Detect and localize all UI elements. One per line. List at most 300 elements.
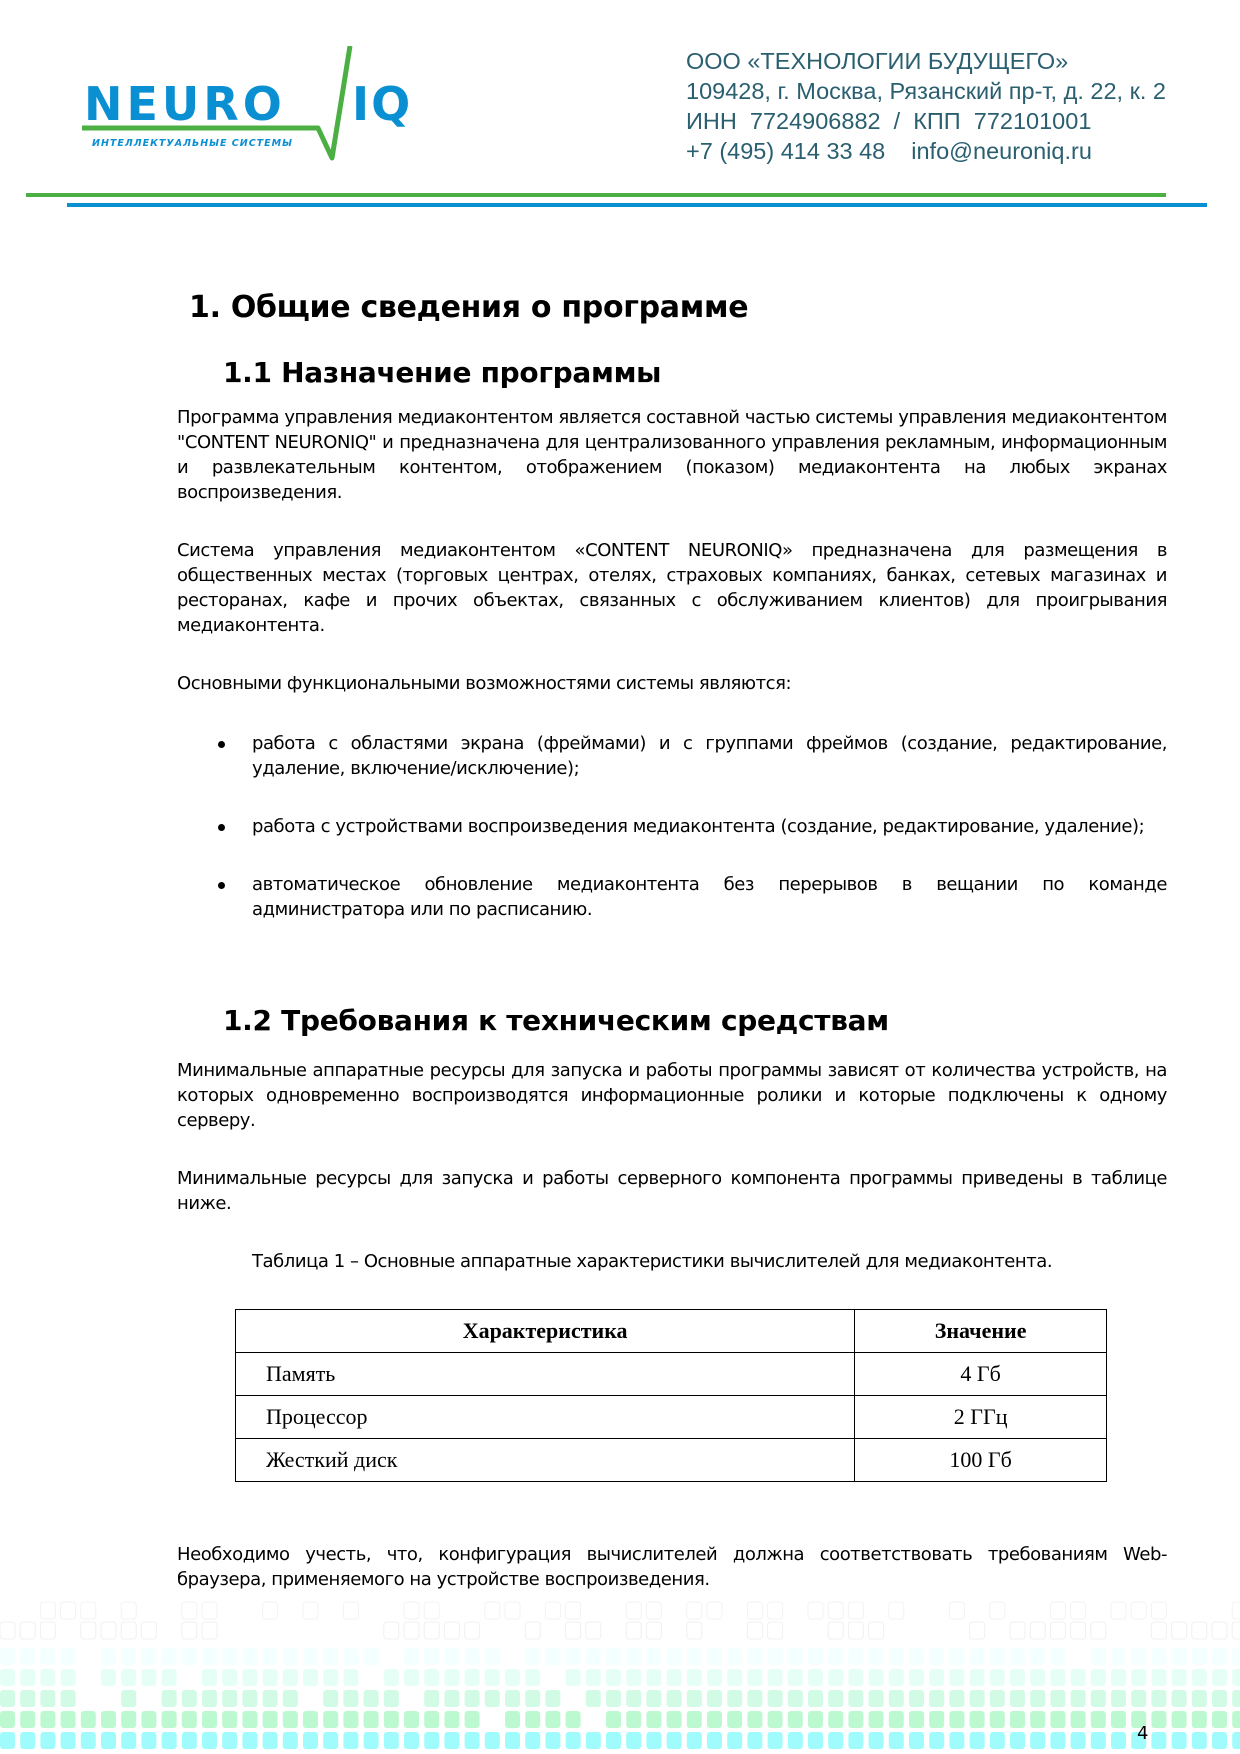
table-row xyxy=(236,1396,1107,1439)
pattern-square xyxy=(626,1732,641,1749)
pattern-square xyxy=(182,1711,197,1728)
pattern-square xyxy=(222,1669,237,1686)
pattern-square xyxy=(949,1732,964,1749)
pattern-square xyxy=(707,1648,722,1665)
pattern-square xyxy=(263,1648,278,1665)
pattern-square xyxy=(141,1711,156,1728)
hardware-spec-table xyxy=(235,1309,1107,1482)
pattern-square xyxy=(970,1711,985,1728)
pattern-square xyxy=(121,1669,136,1686)
pattern-square xyxy=(586,1732,601,1749)
pattern-square xyxy=(667,1669,682,1686)
pattern-square xyxy=(162,1669,177,1686)
pattern-square xyxy=(828,1732,843,1749)
neuroniq-logo-icon xyxy=(80,46,410,161)
pattern-square xyxy=(242,1648,257,1665)
pattern-square xyxy=(485,1602,500,1619)
pattern-square xyxy=(586,1648,601,1665)
pattern-square xyxy=(404,1711,419,1728)
pattern-square xyxy=(1151,1711,1166,1728)
pattern-square xyxy=(465,1648,480,1665)
pattern-square xyxy=(828,1711,843,1728)
pattern-square xyxy=(162,1690,177,1707)
pattern-square xyxy=(222,1690,237,1707)
pattern-square xyxy=(1050,1690,1065,1707)
pattern-square xyxy=(1071,1622,1086,1639)
pattern-square xyxy=(202,1648,217,1665)
header-divider-blue xyxy=(67,203,1207,207)
pattern-square xyxy=(889,1669,904,1686)
pattern-square xyxy=(81,1622,96,1639)
pattern-square xyxy=(20,1732,35,1749)
pattern-square xyxy=(747,1648,762,1665)
pattern-square xyxy=(1030,1732,1045,1749)
pattern-square xyxy=(263,1732,278,1749)
pattern-square xyxy=(1050,1622,1065,1639)
pattern-square xyxy=(242,1690,257,1707)
pattern-square xyxy=(101,1669,116,1686)
pattern-square xyxy=(909,1732,924,1749)
pattern-square xyxy=(828,1669,843,1686)
pattern-square xyxy=(1232,1732,1240,1749)
pattern-square xyxy=(1050,1732,1065,1749)
pattern-square xyxy=(707,1732,722,1749)
pattern-square xyxy=(848,1690,863,1707)
pattern-square xyxy=(202,1602,217,1619)
pattern-square xyxy=(525,1669,540,1686)
pattern-square xyxy=(384,1622,399,1639)
pattern-square xyxy=(808,1690,823,1707)
pattern-square xyxy=(1172,1669,1187,1686)
pattern-square xyxy=(20,1690,35,1707)
pattern-square xyxy=(444,1711,459,1728)
pattern-square xyxy=(283,1711,298,1728)
pattern-square xyxy=(687,1669,702,1686)
pattern-square xyxy=(61,1602,76,1619)
pattern-square xyxy=(646,1622,661,1639)
pattern-square xyxy=(364,1732,379,1749)
pattern-square xyxy=(40,1669,55,1686)
pattern-square xyxy=(667,1690,682,1707)
pattern-square xyxy=(1151,1648,1166,1665)
pattern-square xyxy=(0,1732,15,1749)
company-tax-ids: ИНН 7724906882 / КПП 772101001 xyxy=(686,108,1092,134)
pattern-square xyxy=(424,1690,439,1707)
pattern-square xyxy=(505,1690,520,1707)
section-1-title: 1. Общие сведения о программе xyxy=(189,290,749,325)
company-info xyxy=(686,46,1166,166)
pattern-square xyxy=(727,1732,742,1749)
pattern-square xyxy=(1232,1690,1240,1707)
pattern-square xyxy=(626,1622,641,1639)
pattern-square xyxy=(646,1669,661,1686)
pattern-square xyxy=(1131,1602,1146,1619)
pattern-square xyxy=(1111,1602,1126,1619)
pattern-square xyxy=(182,1732,197,1749)
pattern-square xyxy=(687,1648,702,1665)
pattern-square xyxy=(1010,1711,1025,1728)
pattern-square xyxy=(545,1711,560,1728)
pattern-square xyxy=(869,1669,884,1686)
pattern-square xyxy=(40,1622,55,1639)
pattern-square xyxy=(949,1711,964,1728)
pattern-square xyxy=(828,1648,843,1665)
pattern-square xyxy=(606,1648,621,1665)
pattern-square xyxy=(687,1602,702,1619)
pattern-square xyxy=(384,1669,399,1686)
pattern-square xyxy=(343,1669,358,1686)
pattern-square xyxy=(1212,1648,1227,1665)
pattern-square xyxy=(768,1669,783,1686)
pattern-square xyxy=(424,1732,439,1749)
pattern-square xyxy=(485,1732,500,1749)
pattern-square xyxy=(545,1732,560,1749)
pattern-square xyxy=(1050,1648,1065,1665)
pattern-square xyxy=(283,1648,298,1665)
pattern-square xyxy=(566,1669,581,1686)
pattern-square xyxy=(768,1732,783,1749)
cell-characteristic: Жесткий диск xyxy=(236,1439,855,1482)
pattern-square xyxy=(40,1711,55,1728)
pattern-square xyxy=(828,1602,843,1619)
pattern-square xyxy=(1091,1732,1106,1749)
section-1-1-title: 1.1 Назначение программы xyxy=(223,356,662,389)
pattern-square xyxy=(263,1669,278,1686)
pattern-square xyxy=(141,1648,156,1665)
pattern-square xyxy=(646,1732,661,1749)
pattern-square xyxy=(283,1690,298,1707)
pattern-square xyxy=(1111,1648,1126,1665)
pattern-square xyxy=(81,1711,96,1728)
pattern-square xyxy=(626,1602,641,1619)
pattern-square xyxy=(848,1622,863,1639)
page-number: 4 xyxy=(1137,1723,1149,1744)
pattern-square xyxy=(990,1711,1005,1728)
pattern-square xyxy=(242,1732,257,1749)
pattern-square xyxy=(788,1669,803,1686)
pattern-square xyxy=(808,1732,823,1749)
pattern-square xyxy=(929,1690,944,1707)
pattern-square xyxy=(465,1622,480,1639)
pattern-square xyxy=(566,1648,581,1665)
pattern-square xyxy=(949,1669,964,1686)
pattern-square xyxy=(404,1732,419,1749)
pattern-square xyxy=(61,1711,76,1728)
pattern-square xyxy=(404,1648,419,1665)
pattern-square xyxy=(1111,1711,1126,1728)
pattern-square xyxy=(869,1711,884,1728)
pattern-square xyxy=(121,1602,136,1619)
pattern-square xyxy=(485,1669,500,1686)
pattern-square xyxy=(81,1602,96,1619)
pattern-square xyxy=(808,1711,823,1728)
pattern-square xyxy=(505,1711,520,1728)
pattern-square xyxy=(1010,1732,1025,1749)
bullet-icon xyxy=(218,824,225,831)
pattern-square xyxy=(525,1622,540,1639)
pattern-square xyxy=(121,1711,136,1728)
company-logo xyxy=(80,46,410,161)
pattern-square xyxy=(1192,1648,1207,1665)
pattern-square xyxy=(566,1602,581,1619)
pattern-square xyxy=(202,1622,217,1639)
pattern-square xyxy=(444,1622,459,1639)
cell-value: 4 Гб xyxy=(855,1353,1107,1396)
pattern-square xyxy=(1131,1690,1146,1707)
bullet-icon xyxy=(218,741,225,748)
pattern-square xyxy=(202,1732,217,1749)
pattern-square xyxy=(606,1732,621,1749)
pattern-square xyxy=(646,1602,661,1619)
company-address: 109428, г. Москва, Рязанский пр-т, д. 22, к. 2 xyxy=(686,78,1166,104)
pattern-square xyxy=(424,1711,439,1728)
pattern-square xyxy=(889,1648,904,1665)
pattern-square xyxy=(525,1711,540,1728)
pattern-square xyxy=(828,1622,843,1639)
pattern-square xyxy=(323,1732,338,1749)
pattern-square xyxy=(505,1732,520,1749)
pattern-square xyxy=(1010,1669,1025,1686)
pattern-square xyxy=(1172,1690,1187,1707)
pattern-square xyxy=(242,1711,257,1728)
pattern-square xyxy=(909,1648,924,1665)
list-item-text: автоматическое обновление медиаконтента без перерывов в вещании по команде администратора или по расписанию. xyxy=(252,874,1167,920)
cell-characteristic: Процессор xyxy=(236,1396,855,1439)
pattern-square xyxy=(182,1690,197,1707)
pattern-square xyxy=(202,1690,217,1707)
pattern-square xyxy=(1232,1648,1240,1665)
pattern-square xyxy=(970,1732,985,1749)
pattern-square xyxy=(808,1602,823,1619)
pattern-square xyxy=(646,1711,661,1728)
pattern-square xyxy=(1212,1669,1227,1686)
pattern-square xyxy=(101,1648,116,1665)
pattern-square xyxy=(1172,1711,1187,1728)
pattern-square xyxy=(1192,1711,1207,1728)
pattern-square xyxy=(182,1602,197,1619)
paragraph-system-placement: Система управления медиаконтентом «CONTENT NEURONIQ» предназначена для размещения в общественных местах (торговых центрах, отелях, страховых компаниях, банках, сетевых магазинах и ресторанах, кафе и прочих объектах, связанных с обслуживанием клиентов) для проигрывания медиаконтента. xyxy=(177,540,1167,636)
pattern-square xyxy=(1232,1669,1240,1686)
pattern-square xyxy=(828,1690,843,1707)
pattern-square xyxy=(182,1622,197,1639)
pattern-square xyxy=(1151,1732,1166,1749)
pattern-square xyxy=(707,1711,722,1728)
pattern-square xyxy=(101,1622,116,1639)
pattern-square xyxy=(424,1622,439,1639)
pattern-square xyxy=(566,1622,581,1639)
pattern-square xyxy=(303,1669,318,1686)
pattern-square xyxy=(424,1648,439,1665)
pattern-square xyxy=(626,1648,641,1665)
pattern-square xyxy=(949,1648,964,1665)
pattern-square xyxy=(788,1711,803,1728)
table-row xyxy=(236,1439,1107,1482)
pattern-square xyxy=(1111,1732,1126,1749)
pattern-square xyxy=(343,1732,358,1749)
pattern-square xyxy=(1030,1711,1045,1728)
pattern-square xyxy=(1151,1669,1166,1686)
pattern-square xyxy=(20,1648,35,1665)
pattern-square xyxy=(1050,1669,1065,1686)
pattern-square xyxy=(929,1711,944,1728)
pattern-square xyxy=(465,1690,480,1707)
pattern-square xyxy=(869,1732,884,1749)
company-email[interactable]: info@neuroniq.ru xyxy=(911,138,1092,164)
pattern-square xyxy=(40,1690,55,1707)
pattern-square xyxy=(1030,1669,1045,1686)
pattern-square xyxy=(0,1622,15,1639)
pattern-square xyxy=(101,1711,116,1728)
pattern-square xyxy=(444,1732,459,1749)
company-name: ООО «ТЕХНОЛОГИИ БУДУЩЕГО» xyxy=(686,48,1069,74)
pattern-square xyxy=(364,1648,379,1665)
pattern-square xyxy=(0,1690,15,1707)
pattern-square xyxy=(485,1690,500,1707)
paragraph-purpose: Программа управления медиаконтентом является составной частью системы управления медиаконтентом "CONTENT NEURONIQ" и предназначена для централизованного управления рекламным, информационным и развлекательным контентом, отображением (показом) медиаконтента на любых экранах воспроизведения. xyxy=(177,407,1167,503)
pattern-square xyxy=(1091,1648,1106,1665)
pattern-square xyxy=(747,1602,762,1619)
pattern-square xyxy=(404,1602,419,1619)
pattern-square xyxy=(687,1622,702,1639)
pattern-square xyxy=(222,1648,237,1665)
pattern-square xyxy=(1091,1690,1106,1707)
pattern-square xyxy=(1091,1622,1106,1639)
pattern-square xyxy=(727,1711,742,1728)
pattern-square xyxy=(121,1622,136,1639)
pattern-square xyxy=(303,1602,318,1619)
pattern-square xyxy=(707,1690,722,1707)
header-divider-green xyxy=(26,193,1166,197)
pattern-square xyxy=(1192,1732,1207,1749)
pattern-square xyxy=(424,1669,439,1686)
pattern-square xyxy=(242,1669,257,1686)
list-item xyxy=(177,872,1167,922)
pattern-square xyxy=(949,1602,964,1619)
company-phone: +7 (495) 414 33 48 xyxy=(686,138,886,164)
pattern-square xyxy=(263,1711,278,1728)
pattern-square xyxy=(1172,1648,1187,1665)
pattern-square xyxy=(283,1732,298,1749)
pattern-square xyxy=(929,1648,944,1665)
pattern-square xyxy=(667,1732,682,1749)
pattern-square xyxy=(384,1690,399,1707)
pattern-square xyxy=(141,1622,156,1639)
pattern-square xyxy=(323,1690,338,1707)
pattern-square xyxy=(869,1690,884,1707)
pattern-square xyxy=(889,1732,904,1749)
pattern-square xyxy=(768,1648,783,1665)
pattern-square xyxy=(1030,1690,1045,1707)
pattern-square xyxy=(606,1669,621,1686)
pattern-square xyxy=(626,1711,641,1728)
cell-value: 100 Гб xyxy=(855,1439,1107,1482)
pattern-square xyxy=(404,1669,419,1686)
pattern-square xyxy=(1091,1669,1106,1686)
pattern-square xyxy=(1010,1648,1025,1665)
pattern-square xyxy=(747,1732,762,1749)
pattern-square xyxy=(646,1690,661,1707)
pattern-square xyxy=(727,1669,742,1686)
pattern-square xyxy=(343,1602,358,1619)
pattern-square xyxy=(364,1711,379,1728)
pattern-square xyxy=(364,1690,379,1707)
pattern-square xyxy=(141,1669,156,1686)
pattern-square xyxy=(1192,1669,1207,1686)
pattern-square xyxy=(1172,1622,1187,1639)
pattern-square xyxy=(909,1711,924,1728)
pattern-square xyxy=(1192,1622,1207,1639)
pattern-square xyxy=(485,1648,500,1665)
pattern-square xyxy=(1212,1732,1227,1749)
pattern-square xyxy=(222,1711,237,1728)
pattern-square xyxy=(667,1711,682,1728)
pattern-square xyxy=(404,1622,419,1639)
pattern-square xyxy=(0,1648,15,1665)
paragraph-hardware-resources: Минимальные аппаратные ресурсы для запуска и работы программы зависят от количества устройств, на которых одновременно воспроизводятся информационные ролики и которые подключены к одному серверу. xyxy=(177,1060,1167,1131)
pattern-square xyxy=(1232,1622,1240,1639)
company-contacts xyxy=(686,136,1166,166)
pattern-square xyxy=(263,1690,278,1707)
cell-characteristic: Память xyxy=(236,1353,855,1396)
pattern-square xyxy=(162,1648,177,1665)
pattern-square xyxy=(747,1711,762,1728)
pattern-square xyxy=(61,1648,76,1665)
pattern-square xyxy=(889,1602,904,1619)
pattern-square xyxy=(283,1669,298,1686)
pattern-square xyxy=(525,1648,540,1665)
pattern-square xyxy=(424,1602,439,1619)
pattern-square xyxy=(303,1732,318,1749)
pattern-square xyxy=(121,1690,136,1707)
pattern-square xyxy=(222,1732,237,1749)
list-item-text: работа с устройствами воспроизведения медиаконтента (создание, редактирование, удаление); xyxy=(252,816,1145,837)
pattern-square xyxy=(384,1732,399,1749)
pattern-square xyxy=(1050,1602,1065,1619)
pattern-square xyxy=(990,1648,1005,1665)
squares-pattern-icon xyxy=(0,1600,1240,1754)
pattern-square xyxy=(747,1690,762,1707)
pattern-square xyxy=(990,1732,1005,1749)
logo-brand-left: NEURO xyxy=(84,77,286,131)
pattern-square xyxy=(909,1690,924,1707)
pattern-square xyxy=(182,1648,197,1665)
pattern-square xyxy=(970,1669,985,1686)
pattern-square xyxy=(586,1622,601,1639)
table-row xyxy=(236,1353,1107,1396)
pattern-square xyxy=(848,1602,863,1619)
paragraph-table-intro: Минимальные ресурсы для запуска и работы серверного компонента программы приведены в таблице ниже. xyxy=(177,1168,1167,1214)
pattern-square xyxy=(848,1732,863,1749)
pattern-square xyxy=(323,1711,338,1728)
pattern-square xyxy=(444,1669,459,1686)
pattern-square xyxy=(101,1732,116,1749)
pattern-square xyxy=(1212,1711,1227,1728)
pattern-square xyxy=(1232,1602,1240,1619)
pattern-square xyxy=(505,1669,520,1686)
pattern-square xyxy=(768,1622,783,1639)
pattern-square xyxy=(970,1622,985,1639)
pattern-square xyxy=(1030,1622,1045,1639)
pattern-square xyxy=(20,1622,35,1639)
logo-tagline: ИНТЕЛЛЕКТУАЛЬНЫЕ СИСТЕМЫ xyxy=(92,138,293,149)
pattern-square xyxy=(1050,1711,1065,1728)
pattern-square xyxy=(465,1732,480,1749)
pattern-square xyxy=(687,1690,702,1707)
column-header-value: Значение xyxy=(855,1310,1107,1353)
pattern-square xyxy=(606,1690,621,1707)
pattern-square xyxy=(1071,1711,1086,1728)
pattern-square xyxy=(1172,1732,1187,1749)
